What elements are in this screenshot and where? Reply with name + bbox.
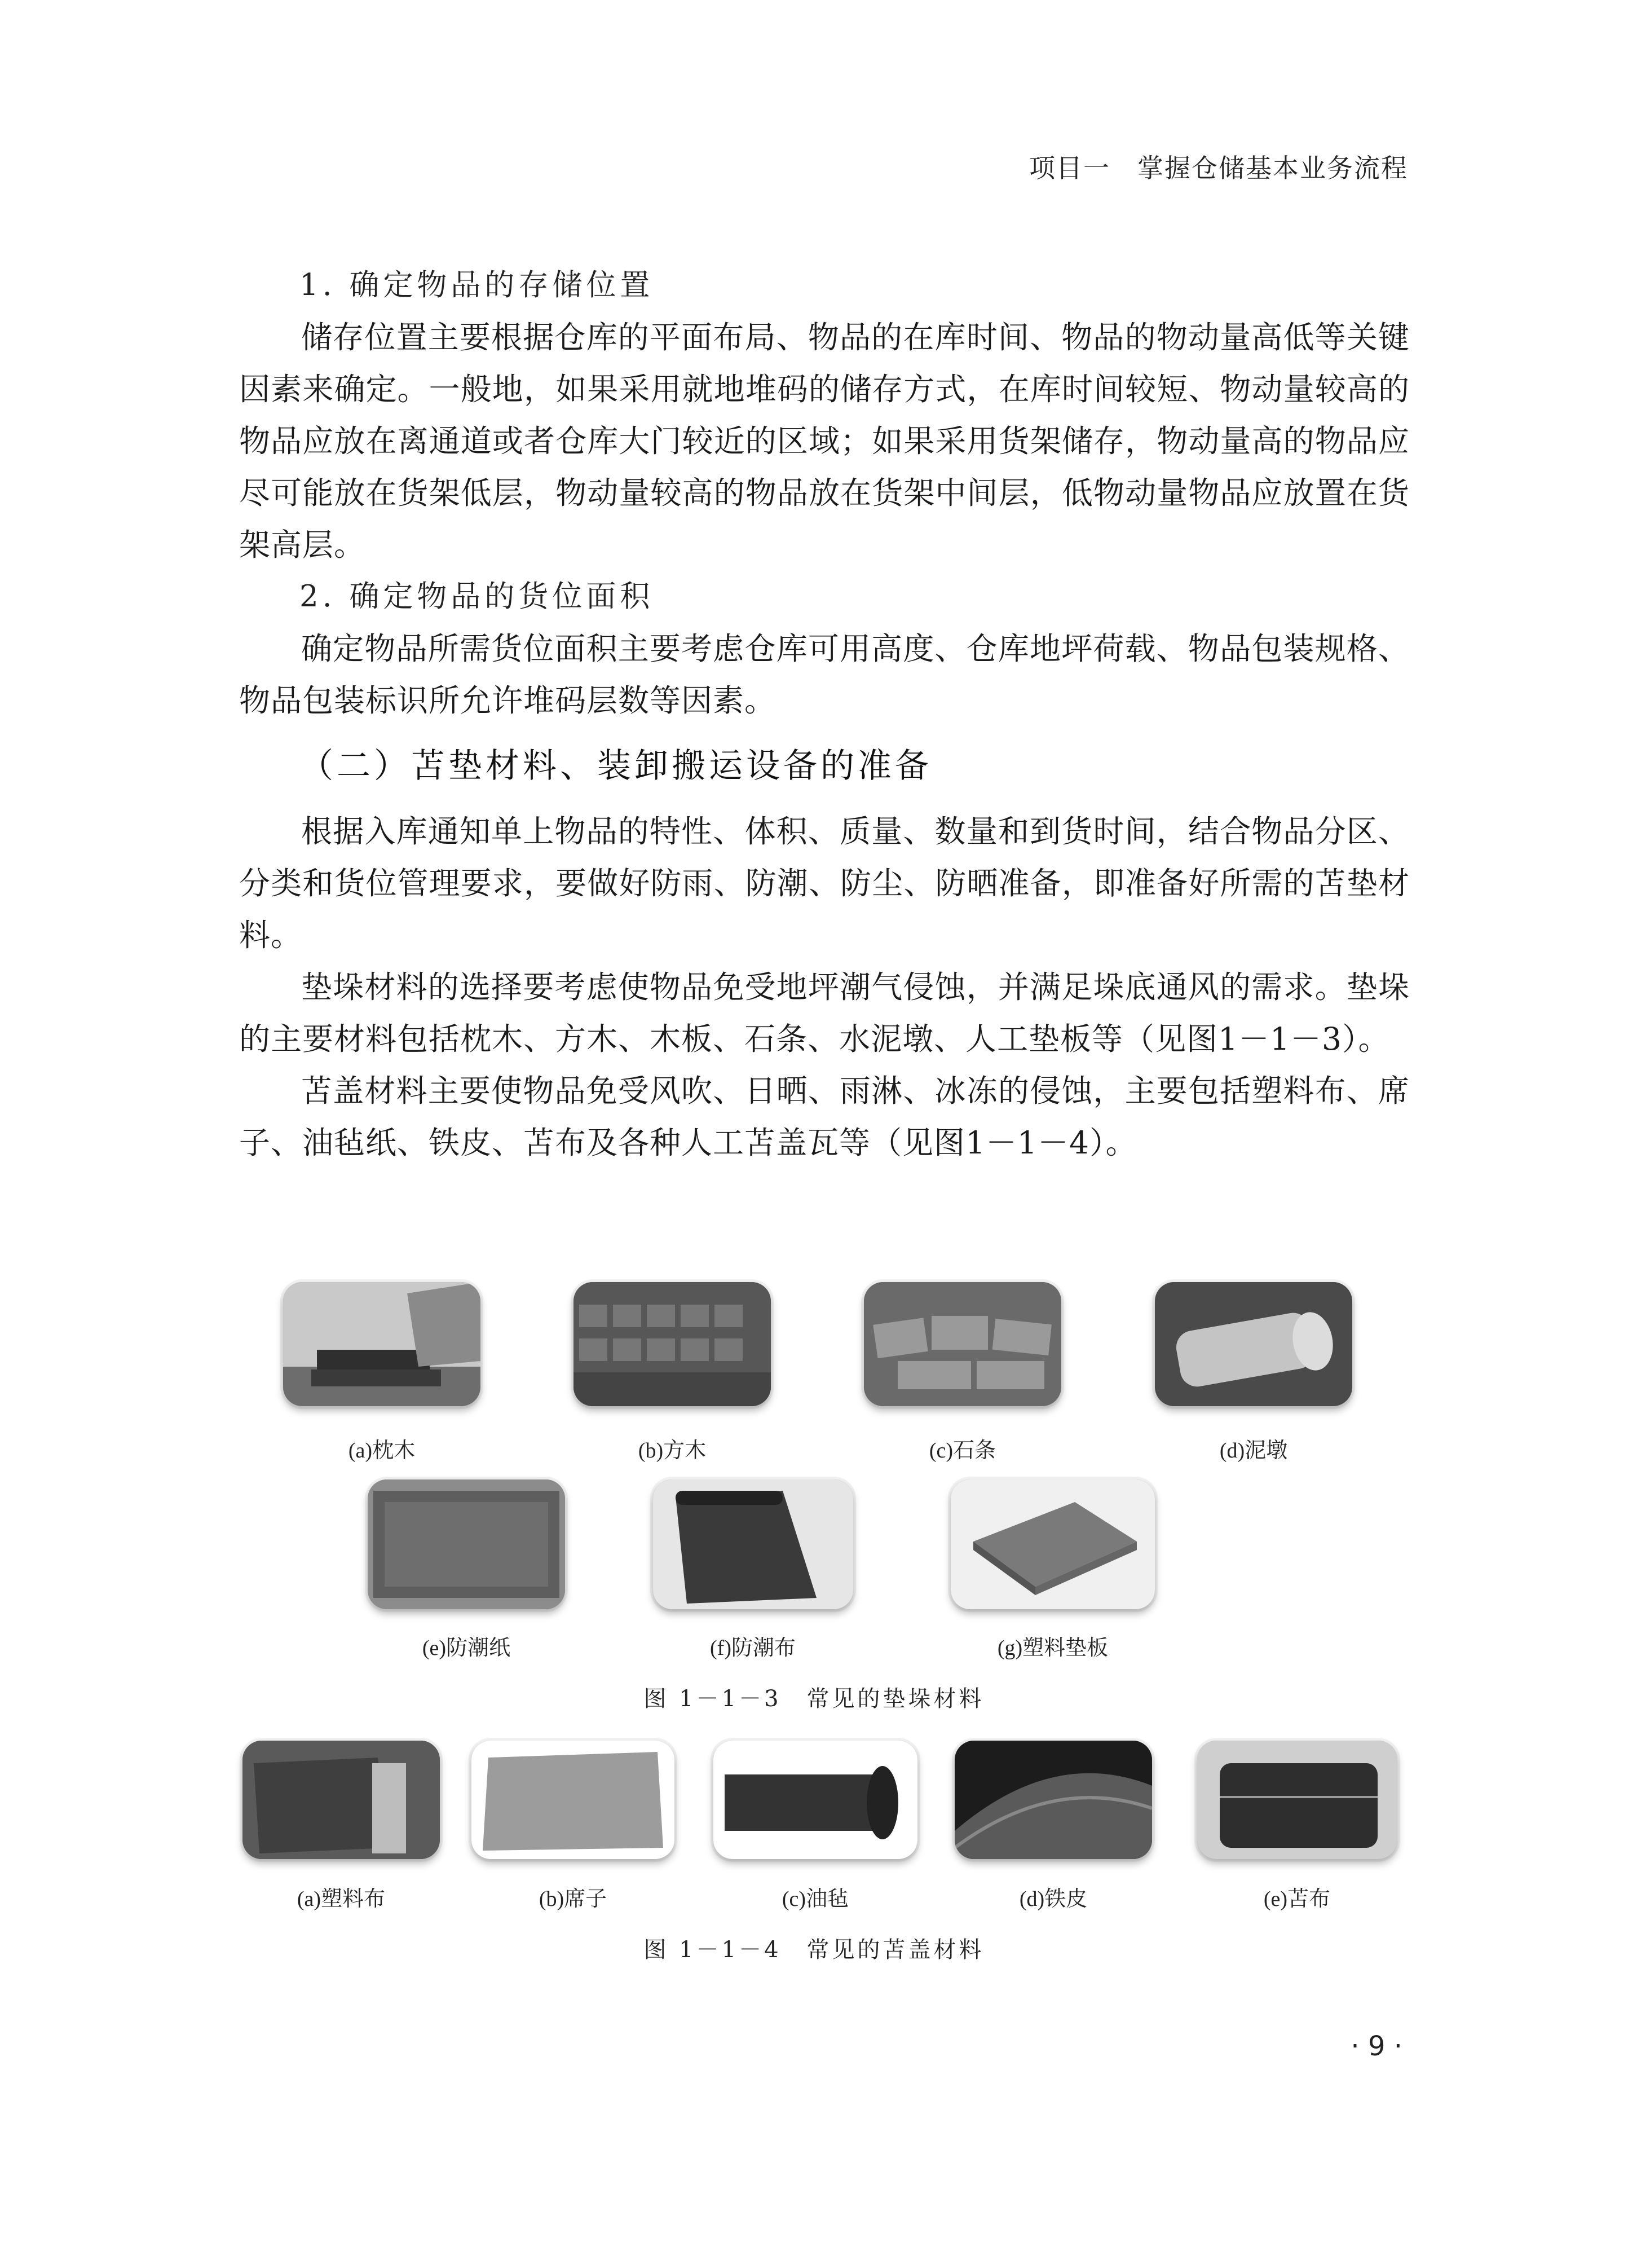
paragraph-materials-3: 苫盖材料主要使物品免受风吹、日晒、雨淋、冰冻的侵蚀，主要包括塑料布、席子、油毡纸、铁皮、苫布及各种人工苫盖瓦等（见图1－1－4）。 xyxy=(239,1073,1410,1161)
section-heading-slot-area: 2. 确定物品的货位面积 xyxy=(299,579,654,614)
section-heading-storage-location: 1. 确定物品的存储位置 xyxy=(299,268,654,302)
caption-plastic-pallet: (g)塑料垫板 xyxy=(997,1636,1109,1660)
caption-stone-bars: (c)石条 xyxy=(929,1439,996,1463)
paragraph-materials-2: 垫垛材料的选择要考虑使物品免受地坪潮气侵蚀，并满足垛底通风的需求。垫垛的主要材料包括枕木、方木、木板、石条、水泥墩、人工垫板等（见图1－1－3）。 xyxy=(239,969,1410,1057)
caption-tarpaulin: (e)苫布 xyxy=(1263,1887,1331,1911)
photo-mat xyxy=(471,1741,674,1859)
running-header: 项目一 掌握仓储基本业务流程 xyxy=(1029,153,1408,183)
caption-asphalt-felt: (c)油毡 xyxy=(782,1887,849,1911)
photo-moisture-cloth xyxy=(653,1479,853,1609)
caption-sleepers: (a)枕木 xyxy=(348,1439,416,1463)
paragraph-slot-area: 确定物品所需货位面积主要考虑仓库可用高度、仓库地坪荷载、物品包装规格、物品包装标识所允许堆码层数等因素。 xyxy=(239,631,1410,719)
photo-plastic-pallet xyxy=(951,1479,1155,1609)
photo-sleepers xyxy=(283,1282,480,1406)
photo-square-timber xyxy=(573,1282,771,1406)
photo-plastic-sheet xyxy=(242,1741,440,1859)
photo-iron-sheet xyxy=(955,1741,1152,1859)
caption-cement-pier: (d)泥墩 xyxy=(1219,1439,1288,1463)
caption-square-timber: (b)方木 xyxy=(638,1439,707,1463)
photo-asphalt-felt xyxy=(713,1741,917,1859)
paragraph-materials-1: 根据入库通知单上物品的特性、体积、质量、数量和到货时间，结合物品分区、分类和货位管理要求，要做好防雨、防潮、防尘、防晒准备，即准备好所需的苫垫材料。 xyxy=(239,813,1410,953)
section-heading-materials: （二）苫垫材料、装卸搬运设备的准备 xyxy=(299,746,932,786)
body-text xyxy=(239,259,1410,1169)
photo-cement-pier xyxy=(1155,1282,1352,1406)
caption-plastic-sheet: (a)塑料布 xyxy=(297,1887,386,1911)
caption-iron-sheet: (d)铁皮 xyxy=(1019,1887,1088,1911)
photo-moisture-paper xyxy=(368,1479,565,1609)
paragraph-storage-location: 储存位置主要根据仓库的平面布局、物品的在库时间、物品的物动量高低等关键因素来确定。一般地，如果采用就地堆码的储存方式，在库时间较短、物动量较高的物品应放在离通道或者仓库大门较近的区域；如果采用货架储存，物动量高的物品应尽可能放在货架低层，物动量较高的物品放在货架中间层，低物动量物品应放置在货架高层。 xyxy=(239,319,1410,563)
figure-caption-1-1-3: 图 1－1－3 常见的垫垛材料 xyxy=(643,1686,985,1712)
caption-moisture-paper: (e)防潮纸 xyxy=(422,1636,511,1660)
page-number: · 9 · xyxy=(1351,2031,1402,2062)
photo-stone-bars xyxy=(864,1282,1061,1406)
figure-caption-1-1-4: 图 1－1－4 常见的苫盖材料 xyxy=(643,1937,985,1963)
caption-mat: (b)席子 xyxy=(539,1887,607,1911)
photo-tarpaulin xyxy=(1197,1741,1397,1859)
caption-moisture-cloth: (f)防潮布 xyxy=(710,1636,796,1660)
